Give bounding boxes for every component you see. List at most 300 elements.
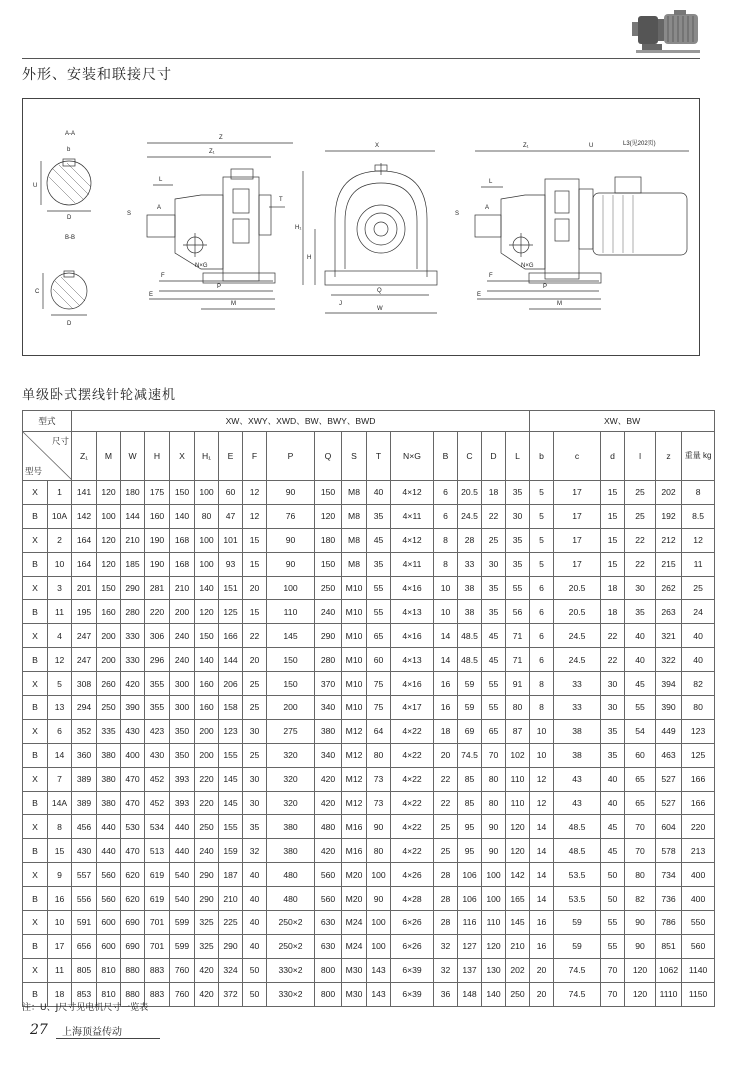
table-cell: 556: [72, 887, 97, 911]
table-cell: 210: [170, 576, 195, 600]
table-cell: 144: [219, 648, 243, 672]
table-cell: 140: [195, 648, 219, 672]
table-cell: 22: [482, 504, 506, 528]
table-cell: 25: [434, 839, 458, 863]
table-cell: 180: [315, 528, 342, 552]
table-cell: 55: [482, 696, 506, 720]
model-cell: 16: [48, 887, 72, 911]
table-cell: 430: [72, 839, 97, 863]
column-header: C: [458, 432, 482, 481]
type-cell: B: [23, 887, 48, 911]
table-cell: 250: [97, 696, 121, 720]
table-cell: 540: [170, 887, 195, 911]
table-cell: 12: [243, 481, 267, 505]
table-cell: 73: [367, 767, 391, 791]
table-cell: 15: [243, 528, 267, 552]
table-cell: 335: [97, 719, 121, 743]
table-cell: 185: [121, 552, 145, 576]
table-cell: 64: [367, 719, 391, 743]
table-cell: 250×2: [267, 934, 315, 958]
company-name: 上海顶益传动: [62, 1027, 122, 1038]
table-cell: 290: [195, 863, 219, 887]
table-cell: 55: [506, 576, 530, 600]
table-cell: 40: [243, 934, 267, 958]
table-cell: 480: [267, 887, 315, 911]
table-cell: 145: [219, 791, 243, 815]
shaft-section-bb: [51, 273, 87, 309]
table-cell: 80: [195, 504, 219, 528]
table-cell: 4×22: [391, 815, 434, 839]
table-cell: 75: [367, 696, 391, 720]
table-cell: 247: [72, 624, 97, 648]
table-cell: 14: [530, 863, 554, 887]
table-cell: 30: [601, 696, 625, 720]
type-cell: B: [23, 982, 48, 1006]
table-cell: 620: [121, 887, 145, 911]
table-cell: M12: [342, 743, 367, 767]
table-cell: 212: [656, 528, 682, 552]
table-row: [23, 576, 715, 600]
table-cell: 17: [554, 528, 601, 552]
table-cell: 320: [267, 767, 315, 791]
table-cell: 527: [656, 767, 682, 791]
table-cell: 120: [315, 504, 342, 528]
table-cell: 80: [506, 696, 530, 720]
table-cell: 127: [458, 934, 482, 958]
table-cell: 250: [315, 576, 342, 600]
table-cell: 32: [434, 958, 458, 982]
table-cell: 120: [506, 815, 530, 839]
table-cell: 150: [97, 576, 121, 600]
table-cell: 14: [530, 839, 554, 863]
table-cell: 150: [195, 624, 219, 648]
label-z1-2: Z₁: [523, 143, 529, 149]
table-cell: 28: [434, 863, 458, 887]
table-cell: 880: [121, 958, 145, 982]
label-j: J: [339, 301, 342, 307]
dimension-drawing: [22, 98, 700, 356]
label-d: D: [67, 215, 72, 221]
table-cell: 71: [506, 648, 530, 672]
table-cell: 290: [219, 934, 243, 958]
table-cell: 250: [195, 815, 219, 839]
model-cell: 12: [48, 648, 72, 672]
label-d2: D: [67, 321, 72, 327]
table-cell: 59: [554, 911, 601, 935]
table-cell: 28: [434, 911, 458, 935]
table-cell: 90: [267, 481, 315, 505]
table-cell: 280: [315, 648, 342, 672]
table-cell: 4×13: [391, 600, 434, 624]
table-cell: 330: [121, 648, 145, 672]
model-cell: 10A: [48, 504, 72, 528]
table-title: 单级卧式摆线针轮减速机: [22, 388, 177, 403]
model-cell: 9: [48, 863, 72, 887]
table-cell: 380: [97, 743, 121, 767]
table-cell: 560: [682, 934, 715, 958]
table-cell: 6×26: [391, 911, 434, 935]
table-cell: 45: [601, 839, 625, 863]
table-cell: 6: [434, 504, 458, 528]
table-cell: 20: [530, 982, 554, 1006]
table-cell: 43: [554, 767, 601, 791]
section-title: 外形、安装和联接尺寸: [22, 67, 172, 83]
table-cell: 20: [530, 958, 554, 982]
table-cell: 125: [682, 743, 715, 767]
table-cell: 140: [170, 504, 195, 528]
table-cell: 321: [656, 624, 682, 648]
table-cell: 160: [97, 600, 121, 624]
table-cell: 306: [145, 624, 170, 648]
table-cell: 5: [530, 528, 554, 552]
table-cell: 394: [656, 672, 682, 696]
table-cell: 630: [315, 934, 342, 958]
table-cell: 55: [625, 696, 656, 720]
table-cell: 130: [482, 958, 506, 982]
table-cell: 22: [434, 791, 458, 815]
table-cell: 463: [656, 743, 682, 767]
table-row: [23, 552, 715, 576]
label-l3: L3(见202页): [623, 141, 656, 147]
column-header: D: [482, 432, 506, 481]
table-cell: 125: [219, 600, 243, 624]
table-cell: 513: [145, 839, 170, 863]
table-cell: 168: [170, 552, 195, 576]
table-cell: 330×2: [267, 958, 315, 982]
table-cell: 810: [97, 982, 121, 1006]
label-x: X: [375, 143, 380, 149]
table-cell: 90: [482, 839, 506, 863]
table-cell: 40: [601, 767, 625, 791]
table-cell: 1150: [682, 982, 715, 1006]
table-cell: 148: [458, 982, 482, 1006]
table-cell: 192: [656, 504, 682, 528]
table-cell: 82: [682, 672, 715, 696]
model-cell: 11: [48, 600, 72, 624]
table-cell: 8: [682, 481, 715, 505]
label-l: L: [159, 177, 163, 183]
table-cell: 45: [367, 528, 391, 552]
table-cell: 247: [72, 648, 97, 672]
table-cell: 70: [625, 815, 656, 839]
table-cell: 12: [530, 767, 554, 791]
label-nxg-2: N×G: [521, 263, 534, 269]
table-cell: 35: [601, 719, 625, 743]
table-cell: 296: [145, 648, 170, 672]
table-cell: 4×16: [391, 672, 434, 696]
table-cell: 6×26: [391, 934, 434, 958]
table-cell: 35: [482, 600, 506, 624]
table-cell: 4×26: [391, 863, 434, 887]
table-cell: 220: [195, 767, 219, 791]
table-cell: 53.5: [554, 863, 601, 887]
type-cell: X: [23, 958, 48, 982]
table-cell: 35: [367, 552, 391, 576]
table-cell: 18: [601, 600, 625, 624]
table-cell: 91: [506, 672, 530, 696]
table-cell: 350: [170, 719, 195, 743]
table-cell: 40: [625, 624, 656, 648]
table-cell: 73: [367, 791, 391, 815]
type-cell: X: [23, 528, 48, 552]
table-cell: 4×16: [391, 576, 434, 600]
table-cell: 80: [625, 863, 656, 887]
table-cell: 30: [243, 767, 267, 791]
table-cell: 800: [315, 982, 342, 1006]
table-cell: 263: [656, 600, 682, 624]
model-cell: 10: [48, 911, 72, 935]
table-cell: 159: [219, 839, 243, 863]
model-cell: 10: [48, 552, 72, 576]
table-cell: 300: [170, 696, 195, 720]
table-cell: 15: [601, 504, 625, 528]
table-cell: 480: [315, 815, 342, 839]
table-cell: 100: [482, 863, 506, 887]
table-cell: 17: [554, 504, 601, 528]
table-cell: 33: [554, 696, 601, 720]
table-cell: 656: [72, 934, 97, 958]
front-view-reducer: [295, 143, 437, 313]
model-cell: 13: [48, 696, 72, 720]
table-cell: 220: [682, 815, 715, 839]
type-cell: B: [23, 552, 48, 576]
table-cell: 106: [458, 887, 482, 911]
table-cell: 880: [121, 982, 145, 1006]
table-cell: 440: [97, 815, 121, 839]
table-cell: 48.5: [458, 648, 482, 672]
table-cell: 619: [145, 887, 170, 911]
table-cell: 380: [315, 719, 342, 743]
table-cell: 80: [367, 839, 391, 863]
table-cell: 30: [601, 672, 625, 696]
table-cell: 140: [482, 982, 506, 1006]
table-cell: 53.5: [554, 887, 601, 911]
model-type-header: 型式: [23, 411, 72, 432]
model-cell: 3: [48, 576, 72, 600]
table-cell: 470: [121, 839, 145, 863]
table-cell: 300: [170, 672, 195, 696]
table-cell: 45: [601, 815, 625, 839]
table-cell: 294: [72, 696, 97, 720]
table-cell: 736: [656, 887, 682, 911]
table-cell: 164: [72, 528, 97, 552]
column-header: P: [267, 432, 315, 481]
table-cell: 85: [458, 767, 482, 791]
table-cell: 380: [267, 815, 315, 839]
diag-top-label: 尺寸: [52, 436, 70, 446]
table-cell: 262: [656, 576, 682, 600]
table-row: [23, 743, 715, 767]
type-cell: B: [23, 648, 48, 672]
type-cell: X: [23, 911, 48, 935]
table-cell: 101: [219, 528, 243, 552]
table-cell: 6: [530, 576, 554, 600]
table-cell: 150: [315, 481, 342, 505]
table-cell: 38: [554, 719, 601, 743]
type-cell: X: [23, 481, 48, 505]
table-cell: 340: [315, 696, 342, 720]
table-row: [23, 600, 715, 624]
group2-header: XW、BW: [530, 411, 715, 432]
table-cell: 325: [195, 934, 219, 958]
table-cell: M24: [342, 934, 367, 958]
table-cell: 591: [72, 911, 97, 935]
table-cell: M24: [342, 911, 367, 935]
table-cell: M12: [342, 719, 367, 743]
table-cell: 530: [121, 815, 145, 839]
table-cell: 4×11: [391, 552, 434, 576]
label-u-2: U: [589, 143, 594, 149]
table-cell: 120: [97, 552, 121, 576]
label-q: Q: [377, 288, 382, 294]
table-cell: 40: [243, 887, 267, 911]
table-cell: 210: [219, 887, 243, 911]
table-cell: 106: [458, 863, 482, 887]
table-cell: 145: [267, 624, 315, 648]
table-cell: 59: [458, 696, 482, 720]
spec-table: [22, 410, 715, 1007]
table-cell: 202: [506, 958, 530, 982]
table-cell: 90: [267, 528, 315, 552]
table-cell: 380: [97, 767, 121, 791]
table-cell: 137: [458, 958, 482, 982]
table-cell: 25: [625, 481, 656, 505]
column-header: S: [342, 432, 367, 481]
table-cell: 56: [506, 600, 530, 624]
type-cell: B: [23, 504, 48, 528]
table-cell: 22: [625, 528, 656, 552]
table-cell: 69: [458, 719, 482, 743]
table-cell: M20: [342, 863, 367, 887]
label-e: E: [149, 292, 154, 298]
table-cell: 6: [530, 624, 554, 648]
table-cell: 155: [219, 815, 243, 839]
table-cell: 80: [482, 767, 506, 791]
table-cell: 120: [625, 958, 656, 982]
table-cell: M30: [342, 982, 367, 1006]
type-cell: B: [23, 791, 48, 815]
table-cell: 166: [682, 791, 715, 815]
table-cell: 116: [458, 911, 482, 935]
table-cell: 240: [195, 839, 219, 863]
table-cell: 883: [145, 958, 170, 982]
table-cell: 12: [243, 504, 267, 528]
table-cell: 48.5: [458, 624, 482, 648]
table-cell: 420: [195, 982, 219, 1006]
table-cell: M12: [342, 767, 367, 791]
table-cell: 40: [601, 791, 625, 815]
table-cell: 85: [458, 791, 482, 815]
table-cell: 145: [506, 911, 530, 935]
table-cell: 690: [121, 911, 145, 935]
column-header: d: [601, 432, 625, 481]
table-cell: 599: [170, 911, 195, 935]
table-cell: 290: [121, 576, 145, 600]
table-cell: 50: [243, 958, 267, 982]
table-cell: 16: [530, 934, 554, 958]
table-cell: 24: [682, 600, 715, 624]
table-cell: 4×22: [391, 743, 434, 767]
table-cell: 220: [195, 791, 219, 815]
table-cell: 35: [506, 481, 530, 505]
table-cell: 22: [625, 552, 656, 576]
table-cell: 200: [97, 624, 121, 648]
table-cell: 100: [97, 504, 121, 528]
table-cell: 380: [97, 791, 121, 815]
side-view-gearmotor: [455, 139, 689, 309]
table-row: [23, 815, 715, 839]
table-cell: 48.5: [554, 839, 601, 863]
table-cell: 150: [170, 481, 195, 505]
table-cell: 100: [482, 887, 506, 911]
label-h: H: [307, 255, 312, 261]
table-cell: 14: [434, 648, 458, 672]
table-cell: 55: [601, 911, 625, 935]
table-cell: 206: [219, 672, 243, 696]
table-cell: 90: [482, 815, 506, 839]
table-cell: 308: [72, 672, 97, 696]
model-cell: 15: [48, 839, 72, 863]
label-w: W: [377, 306, 383, 312]
table-cell: 80: [682, 696, 715, 720]
table-cell: 220: [145, 600, 170, 624]
table-cell: 16: [530, 911, 554, 935]
table-cell: 599: [170, 934, 195, 958]
table-cell: 150: [267, 648, 315, 672]
table-cell: 430: [121, 719, 145, 743]
table-cell: 20: [243, 576, 267, 600]
table-cell: 340: [315, 743, 342, 767]
table-cell: 701: [145, 911, 170, 935]
table-cell: 280: [121, 600, 145, 624]
table-row: [23, 528, 715, 552]
table-cell: 20: [243, 648, 267, 672]
table-row: [23, 934, 715, 958]
table-cell: 10: [434, 576, 458, 600]
table-cell: 534: [145, 815, 170, 839]
table-cell: 140: [195, 576, 219, 600]
table-cell: 195: [72, 600, 97, 624]
table-cell: 18: [482, 481, 506, 505]
table-cell: 120: [506, 839, 530, 863]
label-a-2: A: [485, 205, 490, 211]
table-cell: 20.5: [554, 600, 601, 624]
table-cell: 6: [530, 600, 554, 624]
table-cell: 8: [530, 672, 554, 696]
table-cell: 325: [195, 911, 219, 935]
table-cell: 550: [682, 911, 715, 935]
table-cell: 187: [219, 863, 243, 887]
table-cell: 164: [72, 552, 97, 576]
table-cell: 190: [145, 528, 170, 552]
table-cell: 145: [219, 767, 243, 791]
table-cell: 578: [656, 839, 682, 863]
table-cell: 59: [554, 934, 601, 958]
table-cell: 322: [656, 648, 682, 672]
table-cell: 4×12: [391, 528, 434, 552]
table-cell: 260: [97, 672, 121, 696]
type-cell: B: [23, 743, 48, 767]
column-header: L: [506, 432, 530, 481]
table-cell: 1062: [656, 958, 682, 982]
table-cell: 8: [434, 552, 458, 576]
table-cell: 320: [267, 791, 315, 815]
label-nxg: N×G: [195, 263, 208, 269]
table-row: [23, 719, 715, 743]
table-cell: 380: [267, 839, 315, 863]
table-cell: 25: [243, 672, 267, 696]
table-cell: 25: [434, 815, 458, 839]
